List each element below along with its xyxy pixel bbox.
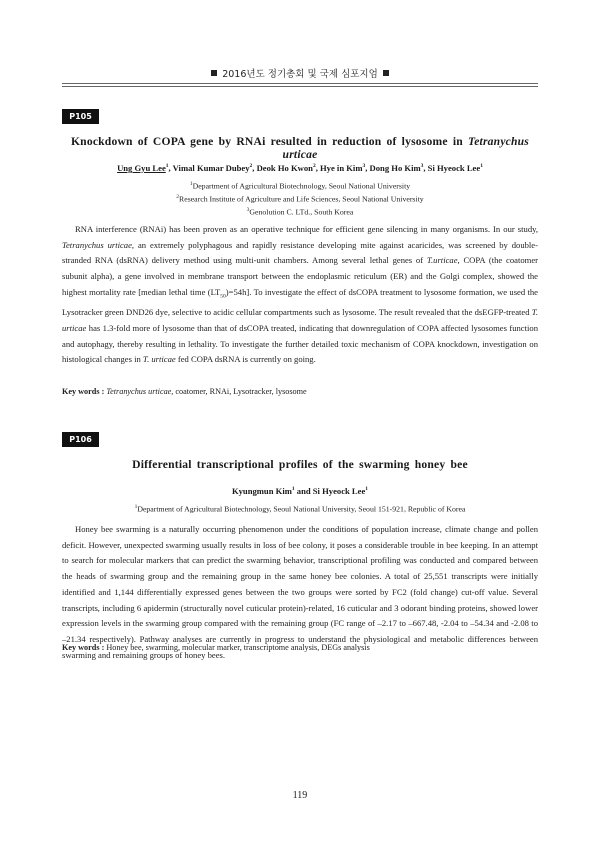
abstract-id-badge: P106 [62, 432, 99, 447]
affiliation-line [62, 192, 538, 205]
affiliation-list [62, 179, 538, 219]
keywords-label: Key words : [62, 643, 105, 652]
header-rule-bottom [62, 86, 538, 87]
affiliation-list [62, 502, 538, 515]
presenter-name: Ung Gyu Lee [117, 163, 166, 173]
author-name: Si Hyeock Lee [312, 486, 366, 496]
body-species: T. urticae [142, 354, 176, 365]
author-sup: 3 [420, 163, 424, 170]
abstract-title [62, 135, 538, 161]
body-text: , COPA (the coatomer subunit alpha), a gene involved in membrane transport between the endoplasmic reticulum (ER) and the Golgi complex, showed the highest mortality rate [median lethal time (LT [62, 255, 538, 297]
keywords-text: coatomer, RNAi, Lysotracker, lysosome [173, 387, 307, 396]
author-sup: 1 [165, 163, 169, 170]
body-text: RNA interference (RNAi) has been proven as an operative technique for efficient gene silencing in many organisms. In our study, [75, 224, 538, 234]
abstract-title: Differential transcriptional profiles of the swarming honey bee [132, 458, 468, 471]
author-sup: 1 [291, 486, 295, 493]
running-header [0, 66, 600, 80]
header-rule-top [62, 83, 538, 84]
affiliation-text: Research Institute of Agriculture and Life Sciences, Seoul National University [179, 194, 424, 204]
author-name: Si Hyeock Lee [427, 163, 481, 173]
author-sup: 1 [480, 163, 483, 170]
body-text: )=54h]. To investigate the effect of dsCOPA treatment to lysosome formation, we used the Lysotracker green DND26 dye, selective to acidic cellular compartments such as lysosome. The result revealed that the dsEGFP-treated [62, 286, 538, 318]
affiliation-sup: 1 [189, 181, 193, 187]
keywords-text: Honey bee, swarming, molecular marker, transcriptome analysis, DEGs analysis [104, 643, 370, 652]
keywords [62, 643, 538, 652]
square-bullet-icon [211, 70, 217, 76]
body-text: has 1.3-fold more of lysosome than that of dsCOPA treated, indicating that downregulation of COPA affected lysosomes function and autophagy, thereby resulting in lethality. To investigate the further detailed toxic mechanism of COPA knockdown, investigation on histological changes in [62, 322, 538, 365]
keywords-label: Key words : [62, 387, 105, 396]
author-sup: 3 [362, 163, 366, 170]
body-text: , an extremely polyphagous and rapidly resistance developing mite against acaricides, was screened by double-stranded RNA (dsRNA) delivery method using multi-unit chambers. Among several lethal genes of [62, 239, 538, 266]
author-name: Dong Ho Kim [369, 163, 421, 173]
affiliation-text: Department of Agricultural Biotechnology, Seoul National University [192, 181, 411, 191]
author-name: Hye in Kim [319, 163, 363, 173]
body-species: T. urticae [62, 307, 538, 333]
affiliation-text: Department of Agricultural Biotechnology, Seoul National University, Seoul 151-921, Republic of Korea [137, 504, 466, 514]
abstract-title-species: Tetranychus urticae [282, 135, 530, 161]
affiliation-sup: 3 [246, 207, 250, 214]
affiliation-text: Genolution C. LTd., South Korea [249, 207, 354, 217]
author-sup: 2 [249, 163, 253, 170]
body-species: T.urticae [426, 255, 458, 266]
body-species: Tetranychus urticae [62, 239, 132, 250]
author-list: Ung Gyu Lee$^1$, Vimal Kumar Dubey$^2$, Deok Ho Kwon$^2$, Hye in Kim$^3$, Dong Ho Kim$^3$, Si Hyeock Lee$^1$ [117, 163, 483, 173]
author-list: Kyungmun Kim$^1$ and Si Hyeock Lee$^1$ [231, 486, 369, 496]
author-name: Vimal Kumar Dubey [172, 163, 250, 173]
affiliation-line [62, 502, 538, 515]
running-header-title: 2016년도 정기총회 및 국제 심포지엄 [222, 69, 378, 80]
body-text: fed COPA dsRNA is currently on going. [175, 354, 316, 365]
keywords [62, 387, 538, 396]
affiliation-sup: 1 [134, 504, 138, 510]
body-subscript: 50 [220, 293, 226, 300]
author-name: Deok Ho Kwon [256, 163, 313, 173]
abstract-body [62, 222, 538, 368]
square-bullet-icon [383, 70, 389, 76]
abstract-body: Honey bee swarming is a naturally occurring phenomenon under the conditions of population increase, climate change and pollen deficit. However, unexpected swarming usually results in loss of bee colony, it poses a considerable trouble in bee keeping. In an attempt to search for molecular markers that can predict the swarming behavior, transcriptional profiling was conducted and compared between the heads of swarming group and the remaining group in the same honey bee colonies. A total of 25,551 transcripts were initially identified and 1,144 differentially expressed genes between the two groups were sorted by FC2 (fold change) cut-off value. Several transcripts, including 6 apidermin (structurally novel cuticular protein)-related, 16 cuticular and 3 odorant binding proteins, showed lower expression levels in the swarming group compared with the remaining group (FC range of –2.17 to –667.48, -2.04 to –54.34 and -2.08 to –21.34 respectively). Pathway analyses are currently in progress to understand the physiological and metabolic differences between swarming and remaining groups of honey bees. [62, 524, 538, 660]
author-sup: 2 [312, 163, 316, 170]
keywords-species: Tetranychus urticae, [106, 387, 174, 396]
author-sup: 1 [365, 486, 369, 493]
author-name: Kyungmun Kim [231, 486, 292, 496]
affiliation-line [62, 179, 538, 192]
abstract-title-text: Knockdown of COPA gene by RNAi resulted in reduction of lysosome in [70, 135, 468, 148]
affiliation-line [62, 205, 538, 218]
abstract-id-badge: P105 [62, 109, 99, 124]
page-number: 119 [292, 790, 308, 801]
affiliation-sup: 2 [176, 194, 180, 201]
